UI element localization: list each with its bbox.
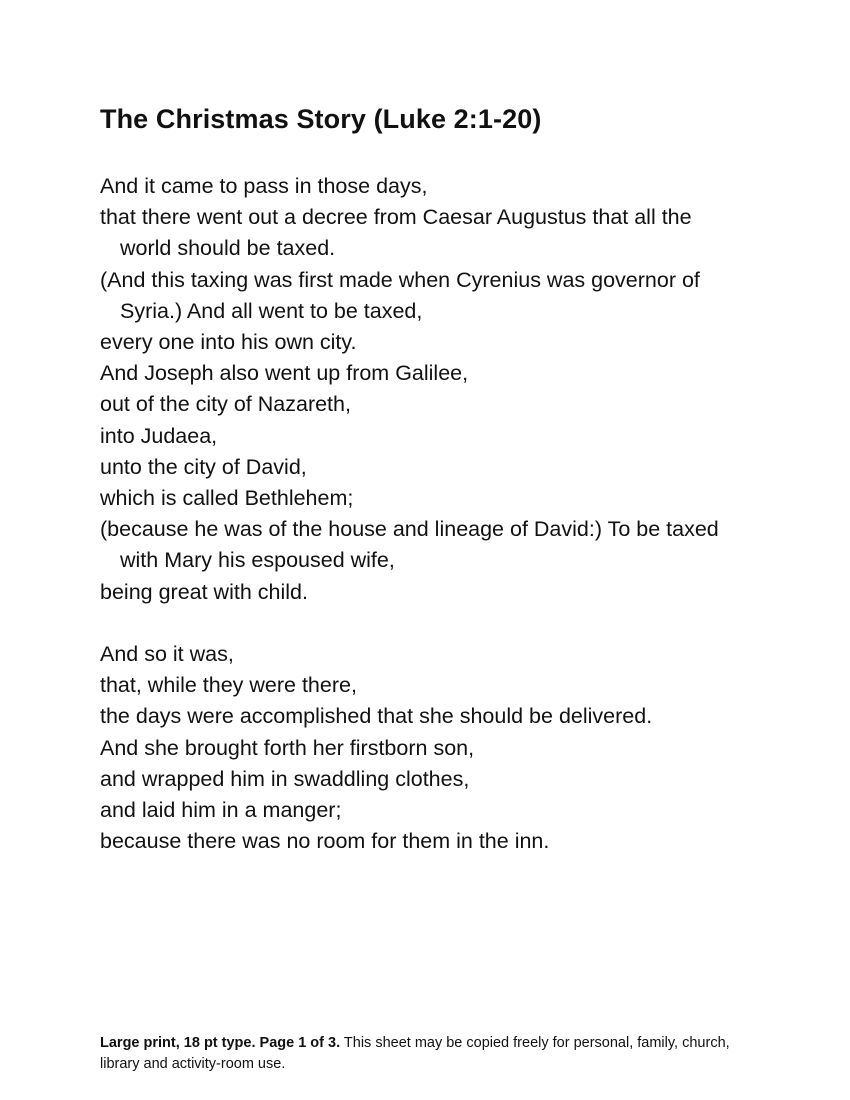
verse-line: out of the city of Nazareth, xyxy=(100,392,351,417)
verse-line: unto the city of David, xyxy=(100,454,307,479)
verse-line: because there was no room for them in the inn. xyxy=(100,829,550,854)
verse-line: being great with child. xyxy=(100,579,308,604)
page-footer xyxy=(100,1033,740,1075)
verse-line: that, while they were there, xyxy=(100,673,357,698)
stanza-2 xyxy=(100,639,740,857)
verse-line: And it came to pass in those days, xyxy=(100,174,428,198)
verse-line: And she brought forth her firstborn son, xyxy=(100,735,475,760)
verse-line: into Judaea, xyxy=(100,423,218,448)
verse-line: the days were accomplished that she should be delivered. xyxy=(100,704,653,729)
verse-line: that there went out a decree from Caesar Augustus that all the world should be taxed. xyxy=(100,205,692,261)
page-title: The Christmas Story (Luke 2:1-20) xyxy=(100,104,542,134)
verse-line: and laid him in a manger; xyxy=(100,798,342,823)
verse-line: And Joseph also went up from Galilee, xyxy=(100,361,469,386)
verse-line: and wrapped him in swaddling clothes, xyxy=(100,766,470,791)
verse-line: And so it was, xyxy=(100,642,234,666)
verse-line: which is called Bethlehem; xyxy=(100,486,354,511)
verse-line: every one into his own city. xyxy=(100,330,357,355)
footer-text: This sheet may be copied freely for personal, family, church, library and activity-room use. xyxy=(100,1035,730,1072)
stanza-1 xyxy=(100,171,740,608)
verse-line: (because he was of the house and lineage of David:) To be taxed with Mary his espoused wife, xyxy=(100,517,719,573)
verse-line: (And this taxing was first made when Cyrenius was governor of Syria.) And all went to be taxed, xyxy=(100,267,700,323)
footer-bold-text: Large print, 18 pt type. Page 1 of 3. xyxy=(100,1035,341,1051)
